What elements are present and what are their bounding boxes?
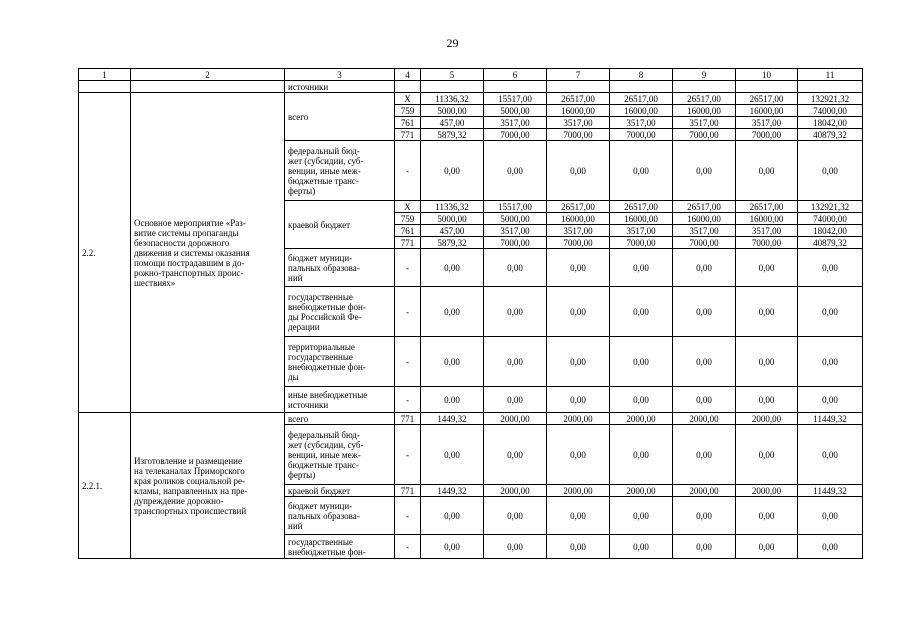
- value-cell: 18042,00: [798, 225, 863, 237]
- value-cell: 7000,00: [673, 237, 736, 249]
- code-cell: X: [395, 93, 421, 105]
- value-cell: 5000,00: [484, 105, 547, 117]
- value-cell: 0,00: [610, 425, 673, 485]
- value-cell: 0,00: [547, 387, 610, 413]
- value-cell: 0,00: [547, 141, 610, 201]
- value-cell: 7000,00: [610, 237, 673, 249]
- column-header: 5: [421, 69, 484, 81]
- value-cell: 11449,32: [798, 485, 863, 497]
- value-cell: 74000,00: [798, 213, 863, 225]
- value-cell: 0,00: [673, 497, 736, 535]
- value-cell: 0,00: [421, 249, 484, 287]
- value-cell: 2000,00: [547, 485, 610, 497]
- value-cell: 0,00: [673, 337, 736, 387]
- value-cell: 26517,00: [736, 201, 798, 213]
- value-cell: 16000,00: [673, 105, 736, 117]
- value-cell: 2000,00: [547, 413, 610, 425]
- column-header: 6: [484, 69, 547, 81]
- source-label: бюджет муници- пальных образова- ний: [285, 249, 395, 287]
- value-cell: 0,00: [798, 387, 863, 413]
- cell: [131, 81, 285, 93]
- value-cell: 16000,00: [547, 105, 610, 117]
- value-cell: 0,00: [484, 425, 547, 485]
- cell: [736, 81, 798, 93]
- value-cell: 5000,00: [421, 213, 484, 225]
- value-cell: 26517,00: [610, 201, 673, 213]
- event-name: Основное мероприятие «Раз- витие системы пропаганды безопасности дорожного движения и системы оказания помощи пострадавшим в до- рожно-транспортных проис- шествиях»: [131, 93, 285, 413]
- value-cell: 0,00: [673, 425, 736, 485]
- column-header: 1: [79, 69, 131, 81]
- value-cell: 0,00: [736, 287, 798, 337]
- value-cell: 3517,00: [484, 117, 547, 129]
- table-body: [79, 81, 863, 559]
- value-cell: 0,00: [798, 287, 863, 337]
- value-cell: 3517,00: [610, 225, 673, 237]
- code-cell: 761: [395, 225, 421, 237]
- value-cell: 5879,32: [421, 129, 484, 141]
- table-row: [79, 93, 863, 105]
- value-cell: 2000,00: [610, 485, 673, 497]
- value-cell: 132921,32: [798, 201, 863, 213]
- value-cell: 0,00: [421, 141, 484, 201]
- value-cell: 11449,32: [798, 413, 863, 425]
- value-cell: 457,00: [421, 225, 484, 237]
- value-cell: 5000,00: [421, 105, 484, 117]
- column-header: 7: [547, 69, 610, 81]
- value-cell: 5000,00: [484, 213, 547, 225]
- value-cell: 0,00: [484, 249, 547, 287]
- value-cell: 7000,00: [547, 129, 610, 141]
- value-cell: 0,00: [421, 497, 484, 535]
- value-cell: 0,00: [673, 249, 736, 287]
- value-cell: 7000,00: [610, 129, 673, 141]
- code-cell: 771: [395, 237, 421, 249]
- value-cell: 18042,00: [798, 117, 863, 129]
- value-cell: 0,00: [736, 141, 798, 201]
- value-cell: 457,00: [421, 117, 484, 129]
- source-label: государственные внебюджетные фон-: [285, 535, 395, 559]
- code-cell: 761: [395, 117, 421, 129]
- value-cell: 0,00: [798, 337, 863, 387]
- value-cell: 16000,00: [547, 213, 610, 225]
- cell: [673, 81, 736, 93]
- value-cell: 0,00: [484, 535, 547, 559]
- code-cell: 771: [395, 485, 421, 497]
- source-label: федеральный бюд- жет (субсидии, суб- венции, иные меж- бюджетные транс- ферты): [285, 141, 395, 201]
- value-cell: 0,00: [736, 497, 798, 535]
- value-cell: 16000,00: [673, 213, 736, 225]
- value-cell: 26517,00: [673, 201, 736, 213]
- value-cell: 16000,00: [736, 213, 798, 225]
- code-cell: 771: [395, 129, 421, 141]
- value-cell: 3517,00: [736, 117, 798, 129]
- row-code: 2.2.1.: [79, 413, 131, 559]
- cell: [421, 81, 484, 93]
- value-cell: 0,00: [673, 141, 736, 201]
- value-cell: 2000,00: [673, 413, 736, 425]
- value-cell: 2000,00: [484, 485, 547, 497]
- value-cell: 15517,00: [484, 93, 547, 105]
- code-cell: -: [395, 249, 421, 287]
- column-header: 8: [610, 69, 673, 81]
- source-label: краевой бюджет: [285, 485, 395, 497]
- column-header: 10: [736, 69, 798, 81]
- value-cell: 2000,00: [736, 413, 798, 425]
- source-label: государственные внебюджетные фон- ды Российской Фе- дерации: [285, 287, 395, 337]
- source-label: источники: [285, 81, 395, 93]
- table-row: [79, 81, 863, 93]
- cell: [484, 81, 547, 93]
- code-cell: -: [395, 387, 421, 413]
- value-cell: 0,00: [736, 425, 798, 485]
- value-cell: 0,00: [610, 387, 673, 413]
- value-cell: 0,00: [736, 535, 798, 559]
- value-cell: 26517,00: [736, 93, 798, 105]
- column-header: 9: [673, 69, 736, 81]
- value-cell: 15517,00: [484, 201, 547, 213]
- value-cell: 3517,00: [736, 225, 798, 237]
- value-cell: 0,00: [547, 249, 610, 287]
- code-cell: -: [395, 535, 421, 559]
- value-cell: 0,00: [798, 535, 863, 559]
- value-cell: 7000,00: [484, 237, 547, 249]
- value-cell: 1449,32: [421, 413, 484, 425]
- value-cell: 0,00: [673, 387, 736, 413]
- cell: [547, 81, 610, 93]
- cell: [79, 81, 131, 93]
- value-cell: 7000,00: [484, 129, 547, 141]
- value-cell: 16000,00: [736, 105, 798, 117]
- value-cell: 0,00: [421, 535, 484, 559]
- cell: [798, 81, 863, 93]
- value-cell: 1449,32: [421, 485, 484, 497]
- value-cell: 16000,00: [610, 105, 673, 117]
- row-code: 2.2.: [79, 93, 131, 413]
- value-cell: 40879,32: [798, 129, 863, 141]
- code-cell: -: [395, 337, 421, 387]
- column-header: 4: [395, 69, 421, 81]
- value-cell: 7000,00: [736, 237, 798, 249]
- source-label: всего: [285, 93, 395, 141]
- value-cell: 0,00: [736, 387, 798, 413]
- column-header: 3: [285, 69, 395, 81]
- value-cell: 0,00: [547, 535, 610, 559]
- value-cell: 0,00: [736, 337, 798, 387]
- code-cell: -: [395, 141, 421, 201]
- value-cell: 0,00: [421, 337, 484, 387]
- value-cell: 2000,00: [484, 413, 547, 425]
- value-cell: 0,00: [610, 141, 673, 201]
- value-cell: 0,00: [484, 337, 547, 387]
- value-cell: 0,00: [673, 287, 736, 337]
- value-cell: 11336,32: [421, 93, 484, 105]
- value-cell: 11336,32: [421, 201, 484, 213]
- value-cell: 16000,00: [610, 213, 673, 225]
- value-cell: 0,00: [484, 387, 547, 413]
- value-cell: 26517,00: [610, 93, 673, 105]
- value-cell: 5879,32: [421, 237, 484, 249]
- source-label: территориальные государственные внебюджетные фон- ды: [285, 337, 395, 387]
- value-cell: 0,00: [798, 425, 863, 485]
- value-cell: 0,00: [798, 497, 863, 535]
- source-label: всего: [285, 413, 395, 425]
- value-cell: 0,00: [547, 497, 610, 535]
- value-cell: 26517,00: [547, 93, 610, 105]
- value-cell: 0,00: [610, 535, 673, 559]
- cell: [395, 81, 421, 93]
- value-cell: 132921,32: [798, 93, 863, 105]
- column-header: 2: [131, 69, 285, 81]
- value-cell: 0,00: [736, 249, 798, 287]
- value-cell: 2000,00: [673, 485, 736, 497]
- value-cell: 2000,00: [736, 485, 798, 497]
- column-header: 11: [798, 69, 863, 81]
- value-cell: 0,00: [798, 249, 863, 287]
- value-cell: 0,00: [610, 287, 673, 337]
- code-cell: -: [395, 287, 421, 337]
- value-cell: 7000,00: [673, 129, 736, 141]
- source-label: краевой бюджет: [285, 201, 395, 249]
- value-cell: 3517,00: [673, 117, 736, 129]
- value-cell: 0,00: [421, 287, 484, 337]
- event-name: Изготовление и размещение на телеканалах Приморского края роликов социальной ре- кламы, направленных на пре- дупреждение дорожно- транспортных происшествий: [131, 413, 285, 559]
- value-cell: 0,00: [798, 141, 863, 201]
- value-cell: 0,00: [547, 287, 610, 337]
- value-cell: 0,00: [484, 497, 547, 535]
- code-cell: 759: [395, 105, 421, 117]
- code-cell: -: [395, 425, 421, 485]
- code-cell: X: [395, 201, 421, 213]
- budget-table: [78, 68, 863, 559]
- page-number: 29: [446, 36, 459, 50]
- table-row: [79, 413, 863, 425]
- cell: [610, 81, 673, 93]
- value-cell: 0,00: [610, 337, 673, 387]
- header-row: [79, 69, 863, 81]
- value-cell: 0,00: [610, 497, 673, 535]
- value-cell: 40879,32: [798, 237, 863, 249]
- value-cell: 7000,00: [736, 129, 798, 141]
- value-cell: 0,00: [610, 249, 673, 287]
- value-cell: 3517,00: [547, 225, 610, 237]
- value-cell: 0,00: [484, 287, 547, 337]
- value-cell: 0.00: [421, 387, 484, 413]
- value-cell: 3517,00: [484, 225, 547, 237]
- source-label: бюджет муници- пальных образова- ний: [285, 497, 395, 535]
- value-cell: 0,00: [547, 425, 610, 485]
- code-cell: -: [395, 497, 421, 535]
- value-cell: 26517,00: [547, 201, 610, 213]
- value-cell: 74000,00: [798, 105, 863, 117]
- value-cell: 7000,00: [547, 237, 610, 249]
- value-cell: 0,00: [484, 141, 547, 201]
- value-cell: 26517,00: [673, 93, 736, 105]
- source-label: иные внебюджетные источники: [285, 387, 395, 413]
- value-cell: 0,00: [547, 337, 610, 387]
- value-cell: 3517,00: [610, 117, 673, 129]
- code-cell: 771: [395, 413, 421, 425]
- value-cell: 3517,00: [547, 117, 610, 129]
- value-cell: 3517,00: [673, 225, 736, 237]
- value-cell: 0,00: [673, 535, 736, 559]
- code-cell: 759: [395, 213, 421, 225]
- value-cell: 2000,00: [610, 413, 673, 425]
- value-cell: 0,00: [421, 425, 484, 485]
- source-label: федеральный бюд- жет (субсидии, суб- венции, иные меж- бюджетные транс- ферты): [285, 425, 395, 485]
